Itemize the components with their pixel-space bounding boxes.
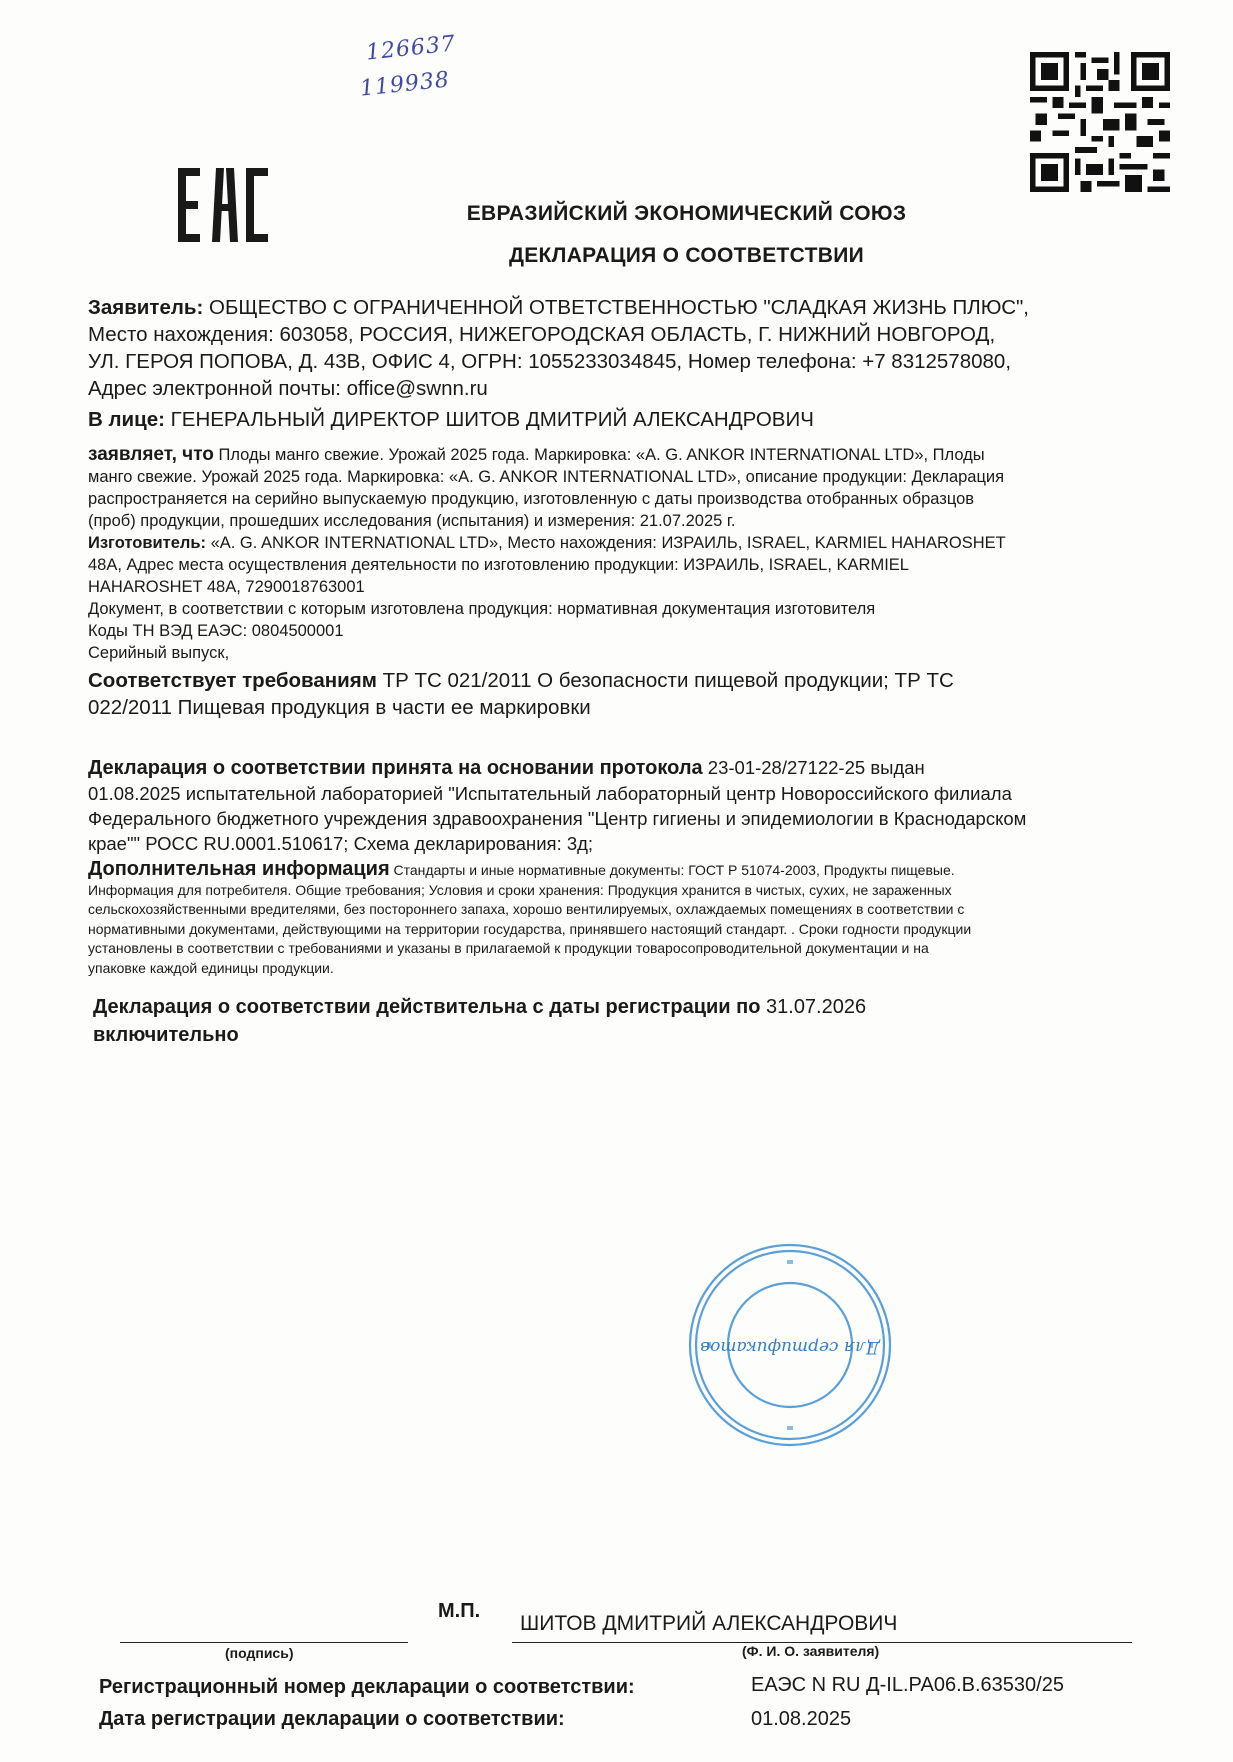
signature-line (120, 1642, 408, 1643)
applicant-line-3: УЛ. ГЕРОЯ ПОПОВА, Д. 43В, ОФИС 4, ОГРН: 1055233034845, Номер телефона: +7 8312578080, (88, 350, 1012, 373)
additional-info-block (88, 860, 1150, 978)
additional-line-1: Стандарты и иные нормативные документы: ГОСТ Р 51074-2003, Продукты пищевые. (389, 862, 955, 878)
manufacturer-line-3: HAHAROSHET 48A, 7290018763001 (88, 578, 365, 596)
additional-line-3: сельскохозяйственными вредителями, без постороннего запаха, хорошо вентилируемых, охлаждаемых помещениях в соответствии с (88, 901, 965, 917)
registration-number: ЕАЭС N RU Д-IL.РА06.В.63530/25 (751, 1674, 1064, 1696)
basis-line-4: крае"" РОСС RU.0001.510617; Схема декларирования: 3д; (88, 833, 594, 854)
serial-line: Серийный выпуск, (88, 644, 230, 662)
codes-line: Коды ТН ВЭД ЕАЭС: 0804500001 (88, 622, 344, 640)
basis-block (88, 755, 1150, 856)
person-label: В лице: (88, 408, 165, 431)
validity-label: Декларация о соответствии действительна с даты регистрации по (93, 996, 761, 1018)
manufacturer-line-1: «A. G. ANKOR INTERNATIONAL LTD», Место нахождения: ИЗРАИЛЬ, ISRAEL, KARMIEL HAHAROSHET (206, 534, 1006, 552)
conforms-line-2: 022/2011 Пищевая продукция в части ее маркировки (88, 696, 591, 719)
additional-label: Дополнительная информация (88, 858, 390, 880)
conforms-label: Соответствует требованиям (88, 669, 377, 692)
additional-line-4: нормативными документами, действующими на территории государства, принявшего настоящий стандарт. . Сроки годности продукции (88, 920, 972, 937)
declares-line-2: манго свежие. Урожай 2025 года. Маркировка: «A. G. ANKOR INTERNATIONAL LTD», описание продукции: Декларация (88, 468, 1005, 486)
basis-line-2: 01.08.2025 испытательной лабораторией "Испытательный лабораторный центр Новороссийского филиала (88, 783, 1012, 804)
signature-caption: (подпись) (225, 1645, 294, 1661)
declares-block (88, 444, 1150, 664)
registration-number-label: Регистрационный номер декларации о соответствии: (99, 1676, 635, 1698)
person-value: ГЕНЕРАЛЬНЫЙ ДИРЕКТОР ШИТОВ ДМИТРИЙ АЛЕКСАНДРОВИЧ (164, 408, 814, 431)
manufacturer-line-2: 48A, Адрес места осуществления деятельности по изготовлению продукции: ИЗРАИЛЬ, ISRAEL, KARMIEL (88, 556, 909, 574)
conforms-line-1: ТР ТС 021/2011 О безопасности пищевой продукции; ТР ТС (376, 669, 954, 692)
company-stamp (685, 1240, 895, 1450)
registration-date: 01.08.2025 (751, 1708, 852, 1730)
document-title: ДЕКЛАРАЦИЯ О СООТВЕТСТВИИ (508, 244, 864, 267)
basis-line-3: Федерального бюджетного учреждения здравоохранения "Центр гигиены и эпидемиологии в Краснодарском (88, 808, 1027, 829)
handwritten-number-2: 119938 (358, 67, 452, 102)
validity-block (93, 993, 1155, 1049)
basis-line-1: 23-01-28/27122-25 выдан (702, 757, 925, 778)
validity-date: 31.07.2026 (760, 996, 867, 1018)
applicant-line-2: Место нахождения: 603058, РОССИЯ, НИЖЕГОРОДСКАЯ ОБЛАСТЬ, Г. НИЖНИЙ НОВГОРОД, (88, 323, 996, 346)
name-caption: (Ф. И. О. заявителя) (742, 1643, 880, 1659)
additional-line-5: установлены в соответствии с требованиями и указаны в прилагаемой к продукции товаросопроводительной документации и на (88, 940, 929, 956)
declares-line-4: (проб) продукции, прошедших исследования (испытания) и измерения: 21.07.2025 г. (88, 512, 736, 530)
seal-place-label: М.П. (438, 1600, 481, 1622)
applicant-label: Заявитель: (88, 296, 204, 319)
manufacturer-label: Изготовитель: (88, 534, 206, 552)
qr-code (1030, 51, 1170, 193)
validity-label-2: включительно (93, 1024, 239, 1046)
registration-date-label: Дата регистрации декларации о соответствии: (99, 1708, 565, 1730)
applicant-line-1: ОБЩЕСТВО С ОГРАНИЧЕННОЙ ОТВЕТСТВЕННОСТЬЮ "СЛАДКАЯ ЖИЗНЬ ПЛЮС", (203, 296, 1029, 319)
union-heading: ЕВРАЗИЙСКИЙ ЭКОНОМИЧЕСКИЙ СОЮЗ (466, 202, 907, 225)
handwritten-number-1: 126637 (364, 31, 458, 66)
basis-label: Декларация о соответствии принята на основании протокола (88, 757, 703, 779)
declares-label: заявляет, что (88, 444, 214, 465)
declares-line-1: Плоды манго свежие. Урожай 2025 года. Маркировка: «A. G. ANKOR INTERNATIONAL LTD», Плоды (213, 446, 985, 464)
signatory-name: ШИТОВ ДМИТРИЙ АЛЕКСАНДРОВИЧ (520, 1612, 898, 1635)
applicant-block (88, 294, 1150, 433)
additional-line-2: Информация для потребителя. Общие требования; Условия и сроки хранения: Продукция хранится в чистых, сухих, не зараженных (88, 881, 952, 898)
document-basis-line: Документ, в соответствии с которым изготовлена продукция: нормативная документация изготовителя (88, 600, 876, 618)
declares-line-3: распространяется на серийно выпускаемую продукцию, изготовленную с даты производства отобранных образцов (88, 490, 975, 508)
additional-line-6: упаковке каждой единицы продукции. (88, 959, 334, 976)
applicant-line-4: Адрес электронной почты: office@swnn.ru (88, 377, 488, 400)
stamp-text: Для сертификатов (700, 1337, 880, 1357)
conforms-block (88, 667, 1150, 721)
